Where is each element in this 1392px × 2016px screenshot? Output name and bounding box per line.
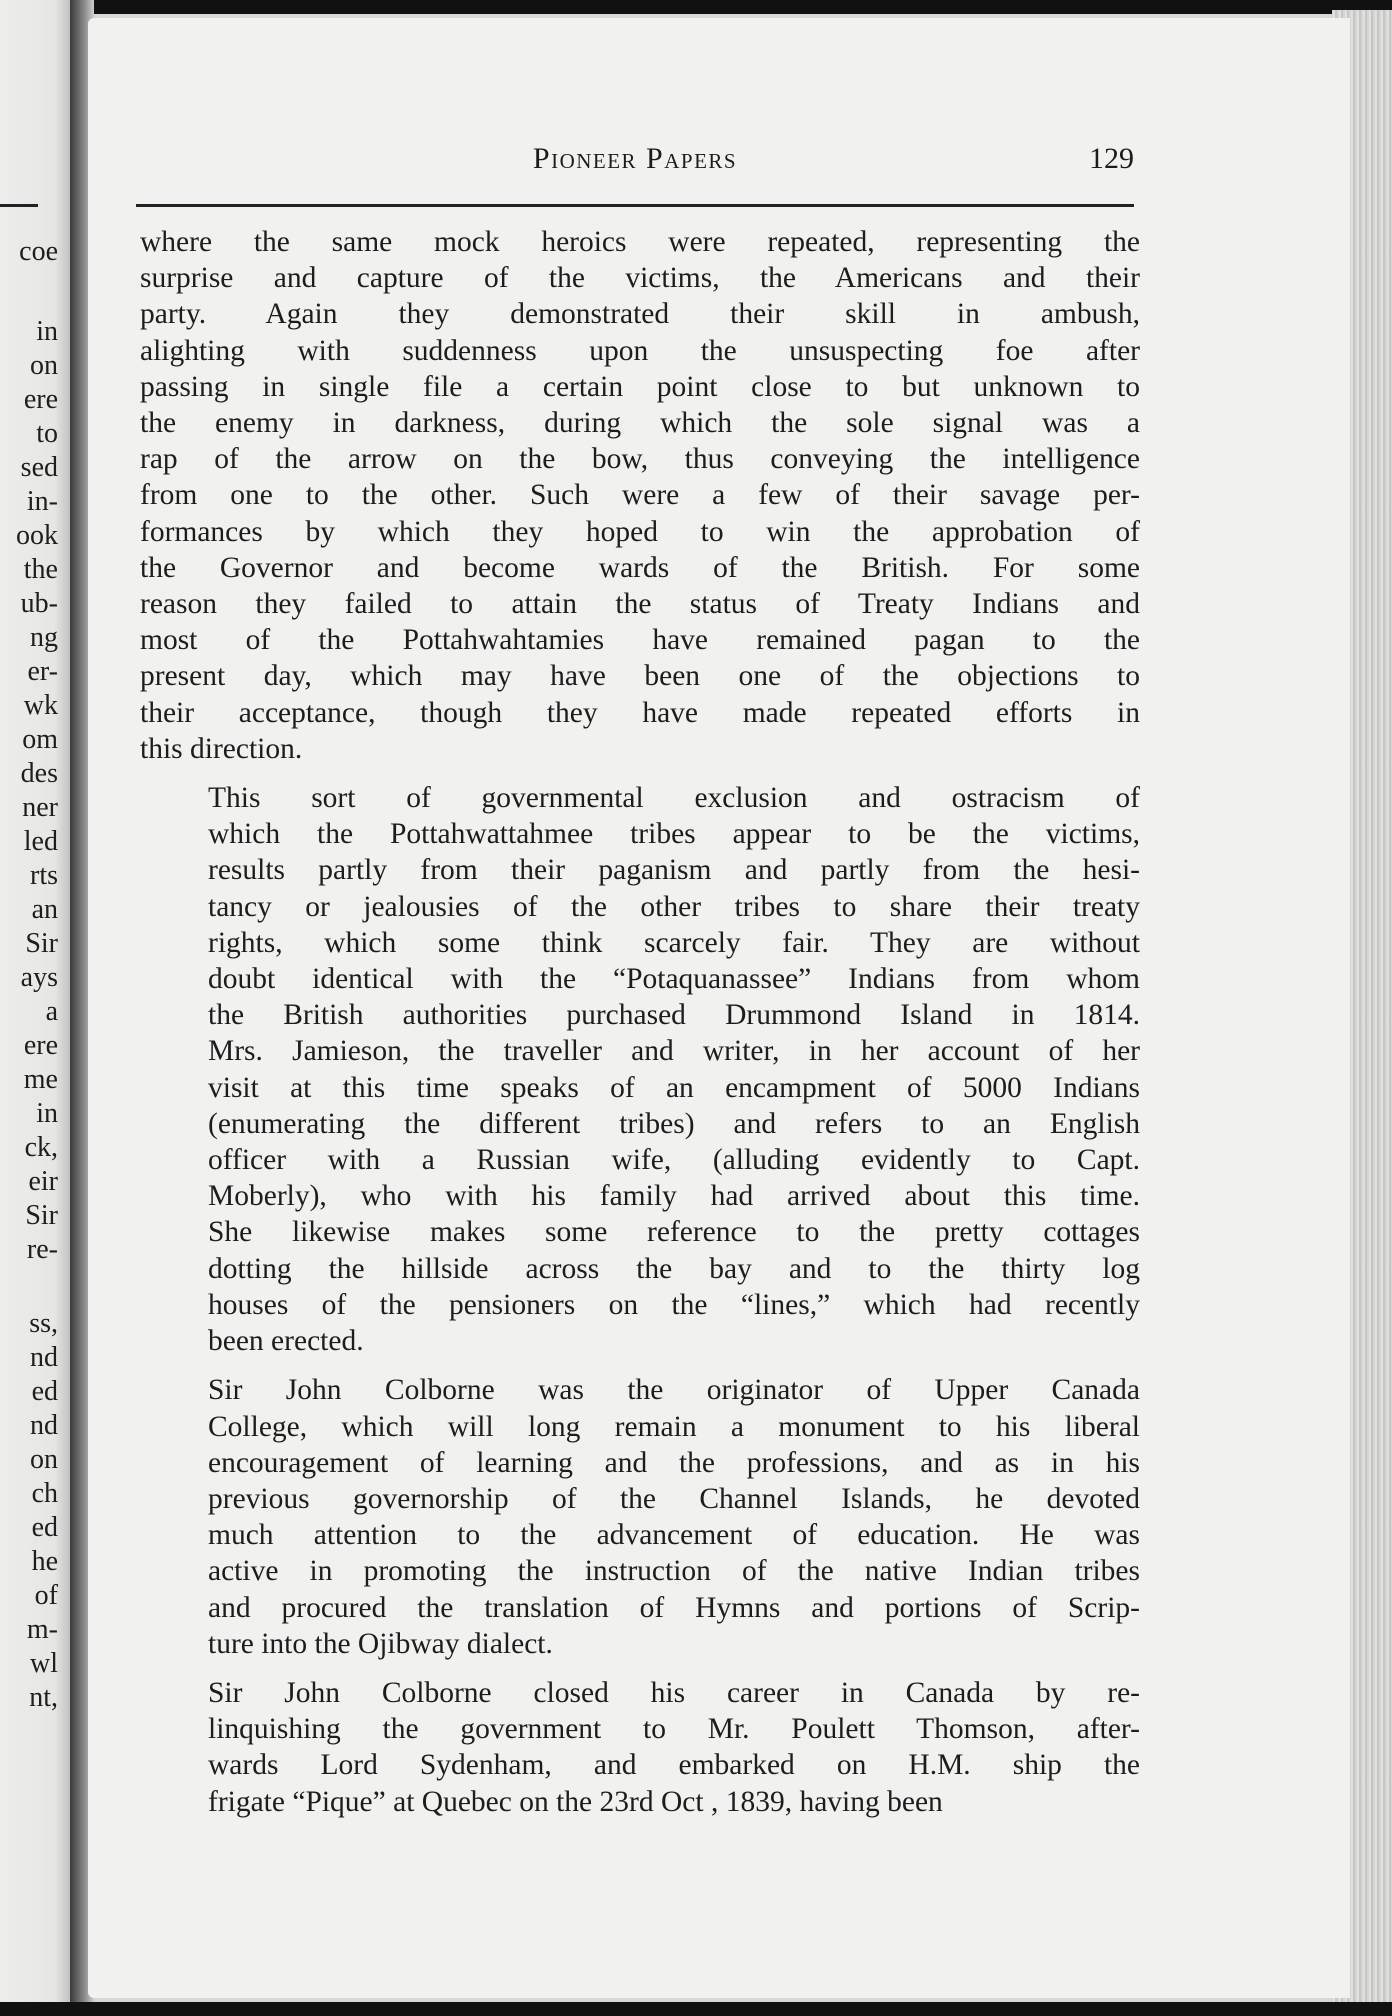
facing-page-fragment: eir	[28, 1166, 58, 1197]
text-line: visit at this time speaks of an encampment of 5000 Indians	[208, 1071, 1140, 1104]
paragraph-1	[140, 224, 1140, 767]
facing-page-fragment: nd	[30, 1342, 58, 1373]
text-line: encouragement of learning and the professions, and as in his	[208, 1446, 1140, 1479]
facing-page-fragment: om	[22, 724, 58, 755]
text-line: alighting with suddenness upon the unsuspecting foe after	[140, 334, 1140, 367]
text-line: the Governor and become wards of the British. For some	[140, 551, 1140, 584]
facing-page-fragment: wk	[23, 690, 58, 721]
facing-page-fragment: me	[23, 1064, 58, 1095]
text-line: passing in single file a certain point close to but unknown to	[140, 370, 1140, 403]
facing-page-fragment: a	[45, 996, 58, 1027]
facing-page-fragment: re-	[26, 1234, 58, 1265]
text-line: linquishing the government to Mr. Poulett Thomson, after-	[208, 1713, 1140, 1746]
facing-page-fragment: ere	[23, 384, 58, 415]
facing-page-fragment: led	[23, 826, 58, 857]
facing-page-fragment: in	[36, 316, 58, 347]
paragraph-4	[140, 1675, 1140, 1820]
facing-page-fragment: Sir	[25, 1200, 58, 1231]
text-line: Sir John Colborne was the originator of Upper Canada	[208, 1374, 1140, 1407]
facing-page-fragment: ch	[31, 1478, 58, 1509]
text-line: College, which will long remain a monument to his liberal	[208, 1410, 1140, 1443]
facing-page-fragment: nt,	[29, 1682, 58, 1713]
text-line: most of the Pottahwahtamies have remained pagan to the	[140, 624, 1140, 657]
facing-page-fragment: the	[23, 554, 58, 585]
facing-page-fragment: m-	[26, 1614, 58, 1645]
facing-page-fragment: Sir	[25, 928, 58, 959]
facing-page-fragment: ed	[31, 1376, 58, 1407]
text-line: houses of the pensioners on the “lines,” which had recently	[208, 1288, 1140, 1321]
facing-page-rule	[0, 204, 38, 207]
text-line: tancy or jealousies of the other tribes to share their treaty	[208, 890, 1140, 923]
text-line: where the same mock heroics were repeated, representing the	[140, 226, 1140, 258]
facing-page-fragment: to	[36, 418, 58, 449]
facing-page-fragment: rts	[30, 860, 58, 891]
facing-page-fragment: an	[31, 894, 58, 925]
text-line: the British authorities purchased Drummond Island in 1814.	[208, 999, 1140, 1032]
text-line: Sir John Colborne closed his career in Canada by re-	[208, 1676, 1140, 1709]
facing-page-fragment: des	[20, 758, 58, 789]
body-text	[140, 224, 1140, 1820]
text-line: This sort of governmental exclusion and ostracism of	[208, 782, 1140, 815]
text-line: (enumerating the different tribes) and refers to an English	[208, 1107, 1140, 1140]
facing-page-fragment: ere	[23, 1030, 58, 1061]
text-line: wards Lord Sydenham, and embarked on H.M. ship the	[208, 1749, 1140, 1782]
running-header	[136, 142, 1134, 182]
facing-page-fragment: in	[36, 1098, 58, 1129]
text-line: results partly from their paganism and partly from the hesi-	[208, 854, 1140, 887]
text-line: party. Again they demonstrated their skill in ambush,	[140, 298, 1140, 331]
running-title: Pioneer Papers	[532, 142, 738, 175]
text-line: frigate “Pique” at Quebec on the 23rd Oct , 1839, having been	[208, 1785, 943, 1818]
text-line: which the Pottahwattahmee tribes appear to be the victims,	[208, 818, 1140, 851]
text-line: surprise and capture of the victims, the Americans and their	[140, 262, 1140, 295]
facing-page-fragment: ed	[31, 1512, 58, 1543]
page-number: 129	[1089, 142, 1134, 175]
text-line: She likewise makes some reference to the pretty cottages	[208, 1216, 1140, 1249]
text-line: officer with a Russian wife, (alluding evidently to Capt.	[208, 1144, 1140, 1177]
facing-page-fragment: sed	[20, 452, 58, 483]
facing-page-fragment: ner	[22, 792, 58, 823]
text-line: doubt identical with the “Potaquanassee” Indians from whom	[208, 963, 1140, 996]
text-line: rights, which some think scarcely fair. They are without	[208, 926, 1140, 959]
text-line: Mrs. Jamieson, the traveller and writer, in her account of her	[208, 1035, 1140, 1068]
text-line: formances by which they hoped to win the approbation of	[140, 515, 1140, 548]
facing-page-fragment: ck,	[24, 1132, 58, 1163]
facing-page-fragment: ook	[16, 520, 58, 551]
facing-page-fragment: he	[31, 1546, 58, 1577]
facing-page-fragment: of	[34, 1580, 58, 1611]
text-line: active in promoting the instruction of the native Indian tribes	[208, 1555, 1140, 1588]
text-line: their acceptance, though they have made repeated efforts in	[140, 696, 1140, 729]
header-rule	[136, 204, 1134, 207]
facing-page	[0, 0, 78, 2016]
facing-page-fragment: ss,	[29, 1308, 58, 1339]
text-line: been erected.	[208, 1325, 364, 1358]
facing-page-fragment: ng	[30, 622, 58, 653]
text-line: previous governorship of the Channel Islands, he devoted	[208, 1482, 1140, 1515]
facing-page-fragment: on	[30, 350, 58, 381]
scan-border-top	[0, 0, 1392, 14]
text-line: ture into the Ojibway dialect.	[208, 1627, 553, 1660]
text-line: reason they failed to attain the status of Treaty Indians and	[140, 588, 1140, 621]
text-line: from one to the other. Such were a few of their savage per-	[140, 479, 1140, 512]
facing-page-fragment: ays	[20, 962, 58, 993]
text-line: rap of the arrow on the bow, thus conveying the intelligence	[140, 443, 1140, 476]
facing-page-fragment: nd	[30, 1410, 58, 1441]
facing-page-fragment: ub-	[20, 588, 58, 619]
facing-page-fragment: coe	[19, 236, 58, 267]
facing-page-fragment: on	[30, 1444, 58, 1475]
facing-page-fragment: wl	[30, 1648, 58, 1679]
text-line: and procured the translation of Hymns and portions of Scrip-	[208, 1591, 1140, 1624]
facing-page-fragment: er-	[27, 656, 58, 687]
scan-border-bottom	[0, 2002, 1392, 2016]
paragraph-2	[140, 780, 1140, 1359]
facing-page-fragment: in-	[26, 486, 58, 517]
paragraph-3	[140, 1372, 1140, 1662]
text-line: dotting the hillside across the bay and to the thirty log	[208, 1252, 1140, 1285]
text-line: Moberly), who with his family had arrived about this time.	[208, 1180, 1140, 1213]
text-line: the enemy in darkness, during which the sole signal was a	[140, 407, 1140, 440]
text-line: much attention to the advancement of education. He was	[208, 1519, 1140, 1552]
text-line: present day, which may have been one of the objections to	[140, 660, 1140, 693]
text-line: this direction.	[140, 732, 303, 765]
